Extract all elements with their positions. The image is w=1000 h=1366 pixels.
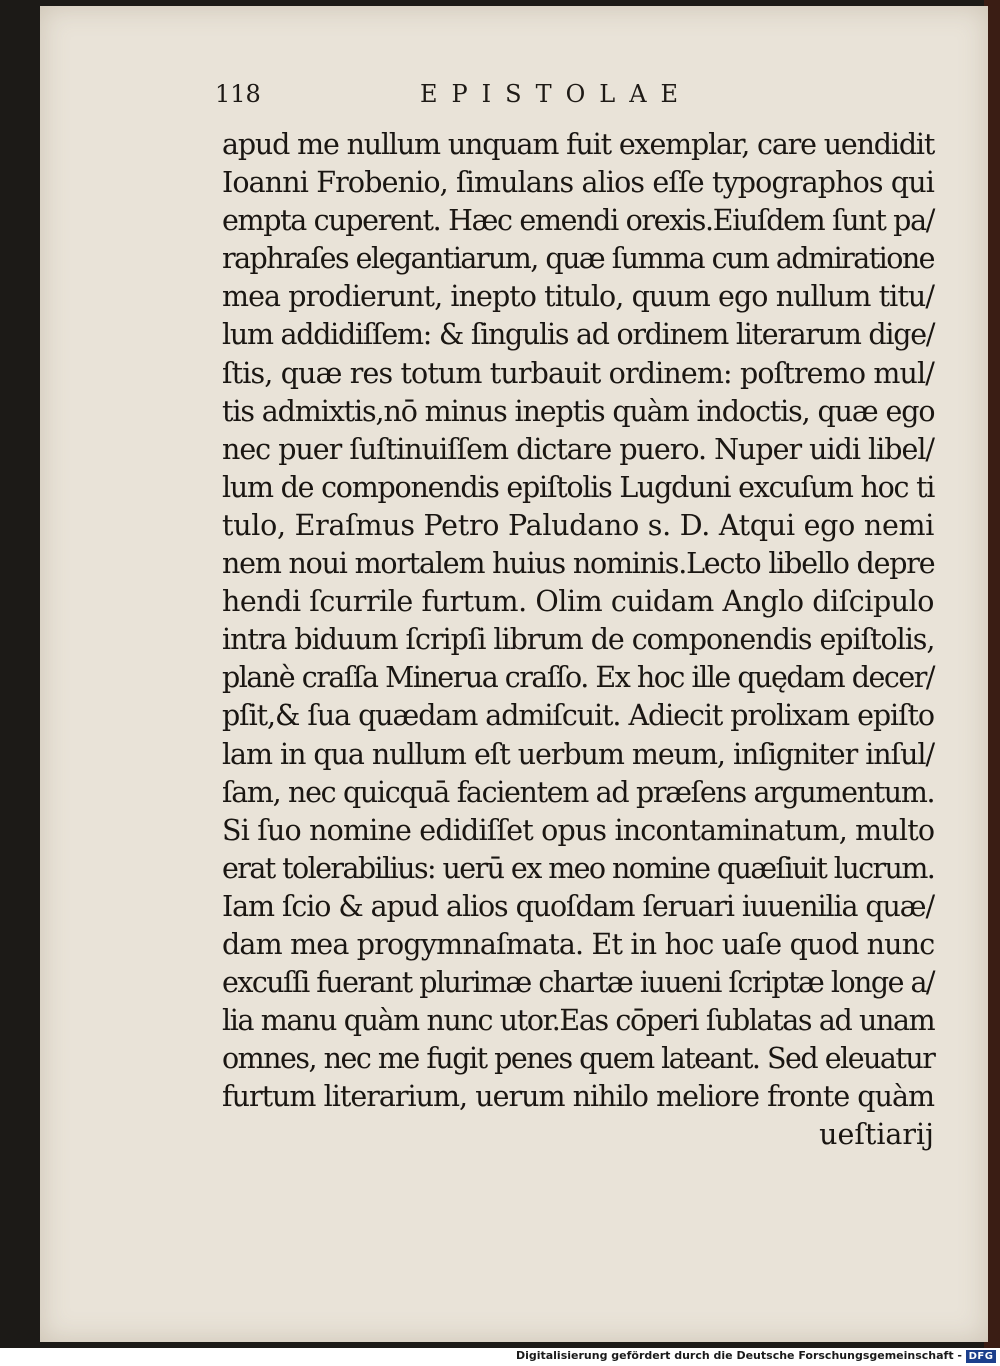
text-line: Si ſuo nomine edidiſſet opus incontaminatum, multo <box>222 813 935 847</box>
text-line: hendi ſcurrile furtum. Olim cuidam Anglo diſcipulo <box>222 585 934 619</box>
text-line: omnes, nec me fugit penes quem lateant. Sed eleuatur <box>222 1042 935 1076</box>
text-line: tulo, Eraſmus Petro Paludano s. D. Atqui ego nemi <box>222 508 935 542</box>
text-line: dam mea progymnaſmata. Et in hoc uaſe quod nunc <box>222 927 935 961</box>
page-number: 118 <box>215 80 261 108</box>
text-line: tis admixtis,nō minus ineptis quàm indoctis, quæ ego <box>222 394 935 428</box>
text-line: nec puer ſuſtinuiſſem dictare puero. Nuper uidi libel/ <box>222 432 934 466</box>
text-line: furtum literarium, uerum nihilo meliore fronte quàm <box>222 1080 934 1114</box>
text-line: empta cuperent. Hæc emendi orexis.Eiuſdem ſunt pa/ <box>222 204 934 238</box>
text-line: apud me nullum unquam fuit exemplar, care uendidit <box>222 128 935 161</box>
text-line: lia manu quàm nunc utor.Eas cōperi ſublatas ad unam <box>222 1004 935 1038</box>
text-line: Ioanni Frobenio, ſimulans alios eſſe typographos qui <box>222 166 934 200</box>
text-line: mea prodierunt, inepto titulo, quum ego nullum titu/ <box>222 280 934 314</box>
text-line: raphraſes elegantiarum, quæ ſumma cum admiratione <box>222 242 934 276</box>
text-line: lam in qua nullum eſt uerbum meum, inſigniter inſul/ <box>222 737 934 771</box>
body-text <box>222 126 934 1155</box>
text-line: pſit,& ſua quædam admiſcuit. Adiecit prolixam epiſto <box>222 699 934 733</box>
text-line: Iam ſcio & apud alios quoſdam ſeruari iuuenilia quæ/ <box>222 889 934 923</box>
text-line: excuſſi fuerant plurimæ chartæ iuueni ſcriptæ longe a/ <box>222 966 934 1000</box>
dfg-logo: DFG <box>966 1350 996 1363</box>
text-line: erat tolerabilius: uerū ex meo nomine quæſiuit lucrum. <box>222 851 935 885</box>
catchword: ueſtiarij <box>819 1118 934 1152</box>
page-header <box>215 80 935 114</box>
text-line: planè craſſa Minerua craſſo. Ex hoc ille quędam decer/ <box>222 661 935 695</box>
text-line: nem noui mortalem huius nominis.Lecto libello depre <box>222 547 935 581</box>
funding-credit: Digitalisierung gefördert durch die Deutsche Forschungsgemeinschaft - <box>515 1349 962 1362</box>
text-line: ſam, nec quicquā facientem ad præſens argumentum. <box>222 775 935 809</box>
text-line: intra biduum ſcripſi librum de componendis epiſtolis, <box>222 623 935 657</box>
text-line: ſtis, quæ res totum turbauit ordinem: poſtremo mul/ <box>222 356 934 390</box>
text-line: lum addidiſſem: & ſingulis ad ordinem literarum dige/ <box>222 318 935 352</box>
running-head: EPISTOLAE <box>420 80 693 108</box>
text-line: lum de componendis epiſtolis Lugduni excuſum hoc ti <box>222 470 935 504</box>
